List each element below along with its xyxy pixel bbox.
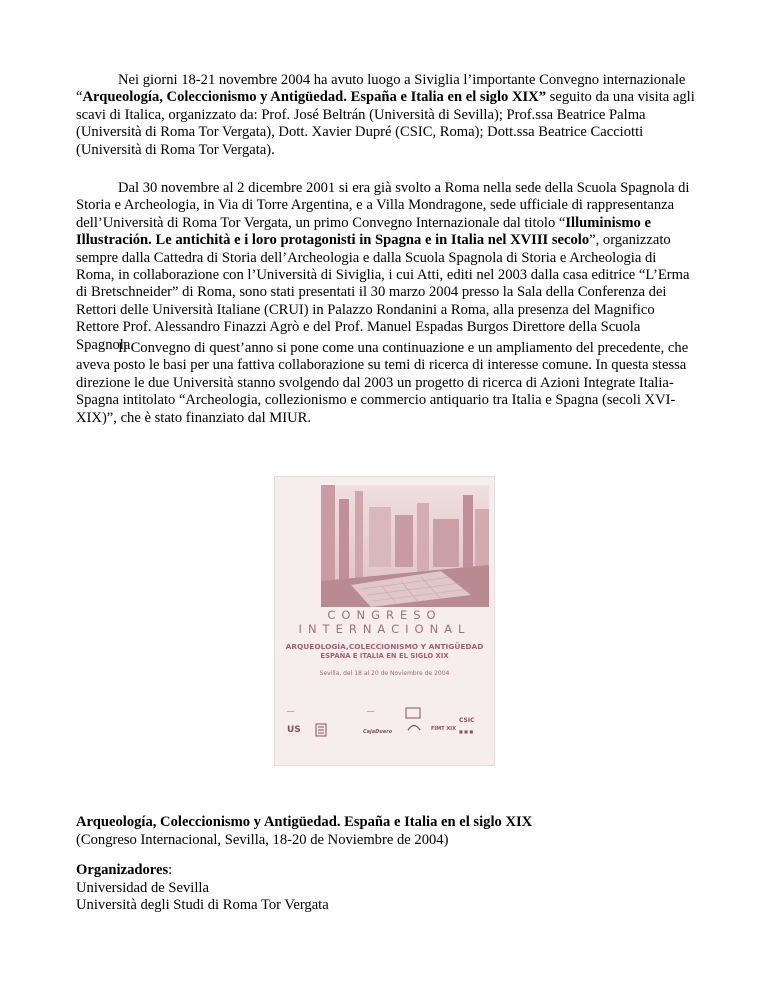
poster-title-line2: ESPAÑA E ITALIA EN EL SIGLO XIX bbox=[320, 652, 449, 660]
logo-caja-duero: CajaDuero bbox=[363, 729, 393, 735]
poster-dates: Sevilla, del 18 al 20 de Noviembre de 2004 bbox=[319, 670, 450, 677]
para1-text-end: seguito da una visita agli scavi di Italica, organizzato da: Prof. José Beltrán (Università di Sevilla); Prof.ssa Beatrice Palma (Università di Roma Tor Vergata), Dott. Xavier Dupré (CSIC, Roma); Dott.ssa Beatrice Cacciotti (Università di Roma Tor Vergata). bbox=[76, 89, 695, 158]
para1-bold-title: Arqueología, Coleccionismo y Antigüedad. España e Italia en el siglo XIX” bbox=[82, 89, 547, 106]
organizers-colon: : bbox=[168, 862, 173, 878]
poster-congreso: CONGRESO bbox=[327, 608, 442, 622]
para1-text-start: Nei giorni 18-21 novembre 2004 ha avuto luogo a Siviglia l’importante Convegno internazionale “ bbox=[76, 72, 686, 106]
paragraph-continuazione: Il Convegno di quest’anno si pone come una continuazione e un ampliamento del precedente, che aveva posto le basi per una fattiva collaborazione su temi di ricerca di interesse comune. In questa stessa direzione le due Università stanno svolgendo dal 2003 un progetto di ricerca di Azioni Integrate Italia-Spagna intitolato “Archeologia, collezionismo e commercio antiquario tra Italia e Spagna (secoli XVI-XIX)”, che è stato finanziato dal MIUR. bbox=[76, 340, 689, 426]
para2-bold-title: Illuminismo e Illustración. Le antichità e i loro protagonisti in Spagna e in Italia nel XVIII secolo bbox=[76, 214, 651, 249]
para2-text-start: Dal 30 novembre al 2 dicembre 2001 si era già svolto a Roma nella sede della Scuola Spagnola di Storia e Archeologia, in Via di Torre Argentina, e a Villa Mondragone, sede ufficiale di rappresentanza dell’Università di Roma Tor Vergata, un primo Convegno Internazionale dal titolo “ bbox=[76, 180, 690, 231]
congress-poster-image bbox=[274, 476, 495, 766]
logo-csic: CSIC bbox=[459, 717, 475, 724]
logo-fimt: FIMT XIX bbox=[431, 726, 456, 732]
logo-junta-icon bbox=[405, 707, 421, 719]
poster-title-line1: ARQUEOLOGÍA,COLECCIONISMO Y ANTIGÜEDAD bbox=[285, 642, 484, 651]
logo-tor-vergata-icon bbox=[315, 723, 327, 737]
paragraph-convegno-siviglia bbox=[76, 72, 698, 159]
logo-us: US bbox=[287, 725, 301, 735]
paragraph-convegno-roma bbox=[76, 180, 698, 354]
logo-minor: ■ ■ ■ bbox=[459, 729, 474, 734]
organizers-heading: Organizadores bbox=[76, 862, 169, 878]
logo-arch-icon bbox=[407, 721, 421, 731]
poster-label-left: ━━━ bbox=[287, 709, 295, 714]
organizer-item: Università degli Studi di Roma Tor Vergata bbox=[76, 897, 329, 913]
event-title: Arqueología, Coleccionismo y Antigüedad. España e Italia en el siglo XIX bbox=[76, 814, 533, 830]
event-caption bbox=[76, 814, 698, 849]
poster-internacional: INTERNACIONAL bbox=[298, 622, 471, 636]
event-subtitle: (Congreso Internacional, Sevilla, 18-20 de Noviembre de 2004) bbox=[76, 831, 449, 848]
organizer-item: Universidad de Sevilla bbox=[76, 879, 209, 896]
poster-photo-ruins bbox=[321, 485, 489, 607]
para2-text-end: ”, organizzato sempre dalla Cattedra di Storia dell’Archeologia e dalla Scuola Spagnola di Storia e Archeologia di Roma, in collaborazione con l’Università di Siviglia, i cui Atti, editi nel 2003 dalla casa editrice “L’Erma di Bretschneider” di Roma, sono stati presentati il 30 marzo 2004 presso la Sala della Conferenza dei Rettori delle Università Italiane (CRUI) in Palazzo Rondanini a Roma, alla presenza del Magnifico Rettore Prof. Alessandro Finazzi Agrò e del Prof. Manuel Espadas Burgos Direttore della Scuola Spagnola. bbox=[76, 232, 690, 353]
poster-label-right: ━━━ bbox=[367, 709, 375, 714]
organizers-block bbox=[76, 862, 698, 915]
